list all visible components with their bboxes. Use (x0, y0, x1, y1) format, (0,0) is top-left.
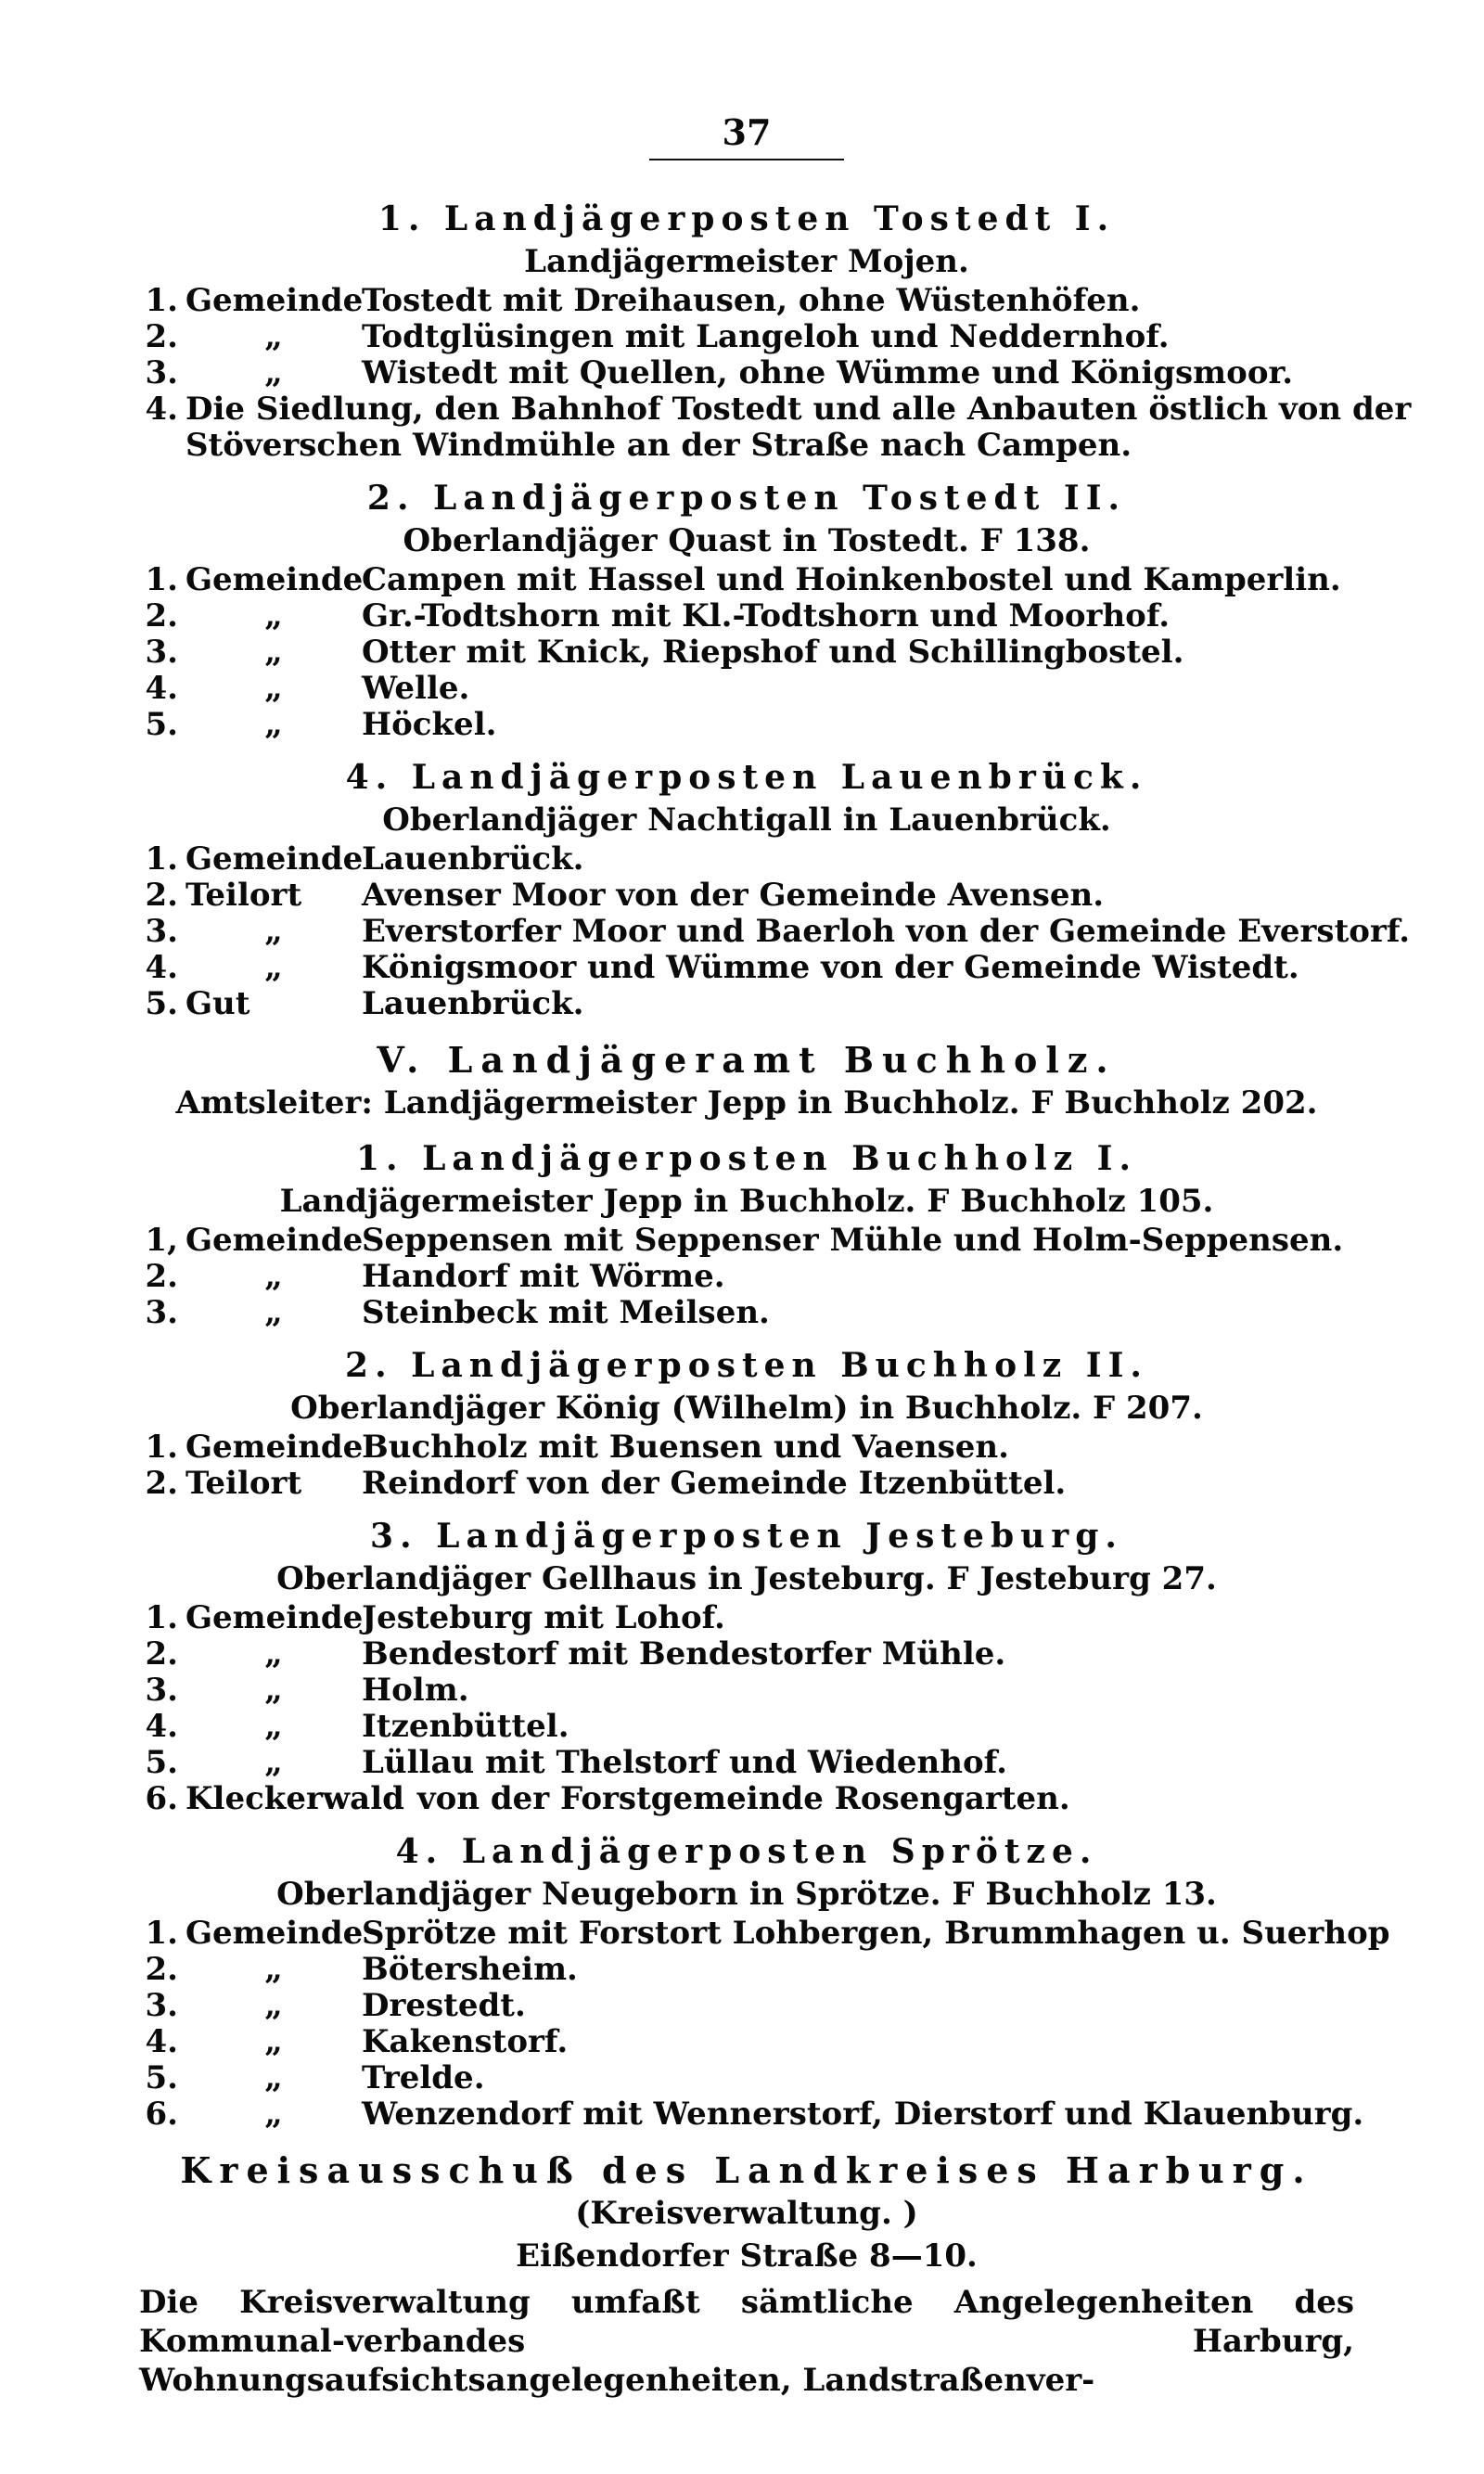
kreis-title: Kreisausschuß des Landkreises Harburg. (180, 2149, 1313, 2191)
section-subtitle: Oberlandjäger Nachtigall in Lauenbrück. (382, 801, 1111, 839)
item-prefix: Gemeinde (186, 1599, 364, 1636)
list-item (139, 1952, 1354, 1988)
item-text: Lauenbrück. (362, 840, 584, 878)
sections-block-1 (139, 198, 1412, 1022)
entry-list (139, 1223, 1354, 1331)
item-number: 1. (145, 840, 178, 878)
item-text: Avenser Moor von der Gemeinde Avensen. (362, 877, 1105, 914)
item-prefix: Gemeinde (186, 282, 364, 319)
entry-list (139, 1429, 1354, 1502)
list-item (139, 1259, 1354, 1295)
amt-section (139, 1039, 1354, 1124)
ditto-mark: „ (264, 2023, 283, 2060)
item-number: 1. (145, 1915, 178, 1952)
item-number: 5. (145, 2059, 178, 2096)
kreis-line-2: Eißendorfer Straße 8—10. (516, 2237, 978, 2275)
kreis-line-1: (Kreisverwaltung. ) (575, 2195, 918, 2232)
section-subtitle: Oberlandjäger Quast in Tostedt. F 138. (403, 522, 1091, 559)
entry-list (139, 282, 1412, 464)
item-number: 2. (145, 1258, 178, 1295)
item-number: 2. (145, 1951, 178, 1988)
item-number: 3. (145, 1987, 178, 2024)
page-number-rule (649, 159, 844, 160)
ditto-mark: „ (264, 634, 283, 671)
item-text: Trelde. (362, 2059, 485, 2096)
item-text: Reindorf von der Gemeinde Itzenbüttel. (362, 1465, 1067, 1502)
item-number: 4. (145, 1708, 178, 1745)
item-text: Lauenbrück. (362, 985, 584, 1022)
ditto-mark: „ (264, 1672, 283, 1709)
list-item (139, 2060, 1354, 2096)
list-item (139, 1781, 1354, 1817)
posten-section (139, 1344, 1354, 1502)
amt-subtitle: Amtsleiter: Landjägermeister Jepp in Buchholz. F Buchholz 202. (175, 1084, 1318, 1122)
amt-title: V. Landjägeramt Buchholz. (377, 1039, 1117, 1081)
section-subtitle: Landjägermeister Jepp in Buchholz. F Buchholz 105. (279, 1183, 1214, 1220)
list-item (139, 562, 1354, 598)
ditto-mark: „ (264, 1258, 283, 1295)
posten-section (139, 1830, 1390, 2133)
ditto-mark: „ (264, 1294, 283, 1331)
item-text: Itzenbüttel. (362, 1708, 569, 1745)
ditto-mark: „ (264, 913, 283, 950)
item-text: Everstorfer Moor und Baerloh von der Gemeinde Everstorf. (362, 913, 1411, 950)
item-prefix: Teilort (186, 1465, 302, 1502)
section-subtitle: Oberlandjäger Gellhaus in Jesteburg. F Jesteburg 27. (276, 1560, 1217, 1597)
kreis-paragraph: Die Kreisverwaltung umfaßt sämtliche Angelegenheiten des Kommunal-verbandes Harburg, Wohnungsaufsichtsangelegenheiten, Landstraßenver- (139, 2284, 1354, 2399)
item-number: 4. (145, 949, 178, 986)
section-title: 4. Landjägerposten Lauenbrück. (345, 758, 1148, 797)
ditto-mark: „ (264, 354, 283, 391)
item-text: Gr.-Todtshorn mit Kl.-Todtshorn und Moorhof. (362, 597, 1171, 635)
ditto-mark: „ (264, 1708, 283, 1745)
ditto-mark: „ (264, 2059, 283, 2096)
item-number: 2. (145, 1465, 178, 1502)
entry-list (139, 562, 1354, 743)
list-item (139, 1600, 1354, 1636)
list-item (139, 913, 1411, 950)
ditto-mark: „ (264, 1951, 283, 1988)
item-number: 4. (145, 2023, 178, 2060)
item-number: 3. (145, 1294, 178, 1331)
section-title: 2. Landjägerposten Buchholz II. (345, 1346, 1148, 1385)
item-text: Handorf mit Wörme. (362, 1258, 725, 1295)
item-number: 4. (145, 670, 178, 707)
section-title: 4. Landjägerposten Sprötze. (395, 1832, 1098, 1871)
item-number: 2. (145, 877, 178, 914)
page-number: 37 (722, 111, 772, 153)
item-number: 1. (145, 1429, 178, 1466)
section-subtitle: Oberlandjäger Neugeborn in Sprötze. F Buchholz 13. (276, 1876, 1217, 1913)
list-item (139, 319, 1354, 355)
entry-list (139, 1915, 1390, 2133)
list-item (139, 1745, 1354, 1781)
posten-section (139, 1515, 1354, 1817)
list-item (139, 2024, 1354, 2060)
item-number: 2. (145, 318, 178, 355)
posten-section (139, 756, 1411, 1022)
list-item (139, 1709, 1354, 1745)
section-title: 2. Landjägerposten Tostedt II. (366, 479, 1127, 518)
section-title: 1. Landjägerposten Tostedt I. (377, 199, 1116, 238)
entry-list (139, 1600, 1354, 1817)
item-text: Kakenstorf. (362, 2023, 569, 2060)
item-number: 1. (145, 561, 178, 598)
ditto-mark: „ (264, 1744, 283, 1781)
ditto-mark: „ (264, 1987, 283, 2024)
item-number: 3. (145, 354, 178, 391)
item-text: Campen mit Hassel und Hoinkenbostel und Kamperlin. (362, 561, 1341, 598)
item-number: 1. (145, 282, 178, 319)
item-text: Welle. (362, 670, 470, 707)
list-item (139, 1295, 1354, 1331)
list-item (139, 1915, 1390, 1952)
item-number: 1, (145, 1222, 178, 1259)
item-number: 4. (145, 391, 178, 428)
list-item (139, 635, 1354, 671)
ditto-mark: „ (264, 2096, 283, 2133)
list-item (139, 1466, 1354, 1502)
entry-list (139, 840, 1411, 1022)
kreis-section (139, 2149, 1354, 2400)
item-text: Holm. (362, 1672, 469, 1709)
list-item (139, 283, 1354, 319)
item-number: 2. (145, 1635, 178, 1673)
item-prefix: Gemeinde (186, 840, 364, 878)
sections-block-2 (139, 1137, 1390, 2133)
list-item (139, 878, 1354, 914)
posten-section (139, 1137, 1354, 1331)
ditto-mark: „ (264, 949, 283, 986)
item-number: 5. (145, 1744, 178, 1781)
section-subtitle: Landjägermeister Mojen. (524, 243, 969, 280)
item-text: von der Forstgemeinde Rosengarten. (416, 1780, 1070, 1817)
section-title: 3. Landjägerposten Jesteburg. (370, 1517, 1123, 1556)
list-item (139, 355, 1354, 391)
list-item (139, 1223, 1354, 1259)
item-text: Lüllau mit Thelstorf und Wiedenhof. (362, 1744, 1007, 1781)
item-text: Drestedt. (362, 1987, 526, 2024)
section-title: 1. Landjägerposten Buchholz I. (355, 1139, 1138, 1178)
item-prefix: Gemeinde (186, 1915, 364, 1952)
ditto-mark: „ (264, 670, 283, 707)
list-item (139, 1673, 1354, 1709)
section-subtitle: Oberlandjäger König (Wilhelm) in Buchholz. F 207. (290, 1390, 1203, 1427)
item-continuation: Stöverschen Windmühle an der Straße nach Campen. (186, 427, 1132, 464)
item-number: 3. (145, 634, 178, 671)
item-text: Jesteburg mit Lohof. (362, 1599, 725, 1636)
item-prefix: Kleckerwald (186, 1780, 404, 1817)
list-item (139, 1988, 1354, 2024)
item-number: 5. (145, 706, 178, 743)
posten-section (139, 477, 1354, 743)
item-number: 3. (145, 1672, 178, 1709)
list-item (139, 841, 1354, 878)
list-item (139, 391, 1412, 428)
item-text: Otter mit Knick, Riepshof und Schillingbostel. (362, 634, 1184, 671)
item-number: 2. (145, 597, 178, 635)
item-number: 3. (145, 913, 178, 950)
item-number: 1. (145, 1599, 178, 1636)
list-item (139, 1636, 1354, 1673)
item-number: 6. (145, 2096, 178, 2133)
list-item (139, 1429, 1354, 1466)
ditto-mark: „ (264, 318, 283, 355)
item-text: Königsmoor und Wümme von der Gemeinde Wistedt. (362, 949, 1299, 986)
item-text: Bötersheim. (362, 1951, 578, 1988)
item-prefix: Gemeinde (186, 1222, 364, 1259)
item-prefix: Teilort (186, 877, 302, 914)
list-item (139, 986, 1354, 1022)
list-item (139, 707, 1354, 743)
ditto-mark: „ (264, 706, 283, 743)
item-number: 6. (145, 1780, 178, 1817)
item-text: Buchholz mit Buensen und Vaensen. (362, 1429, 1009, 1466)
list-item (139, 671, 1354, 707)
item-text: Die Siedlung, den Bahnhof Tostedt und alle Anbauten östlich von der (186, 391, 1412, 428)
item-text: Seppensen mit Seppenser Mühle und Holm-Seppensen. (362, 1222, 1344, 1259)
item-prefix: Gut (186, 985, 250, 1022)
list-item (139, 598, 1354, 635)
ditto-mark: „ (264, 597, 283, 635)
item-text: Wenzendorf mit Wennerstorf, Dierstorf und Klauenburg. (362, 2096, 1364, 2133)
list-item (139, 950, 1354, 986)
item-text: Steinbeck mit Meilsen. (362, 1294, 770, 1331)
item-prefix: Gemeinde (186, 561, 364, 598)
item-text: Todtglüsingen mit Langeloh und Neddernhof. (362, 318, 1170, 355)
item-text: Sprötze mit Forstort Lohbergen, Brummhagen u. Suerhop (362, 1915, 1390, 1952)
list-item (139, 2096, 1364, 2133)
ditto-mark: „ (264, 1635, 283, 1673)
item-text: Tostedt mit Dreihausen, ohne Wüstenhöfen. (362, 282, 1141, 319)
item-text: Höckel. (362, 706, 497, 743)
item-number: 5. (145, 985, 178, 1022)
posten-section (139, 198, 1412, 464)
item-text: Wistedt mit Quellen, ohne Wümme und Königsmoor. (362, 354, 1294, 391)
item-text: Bendestorf mit Bendestorfer Mühle. (362, 1635, 1006, 1673)
item-prefix: Gemeinde (186, 1429, 364, 1466)
